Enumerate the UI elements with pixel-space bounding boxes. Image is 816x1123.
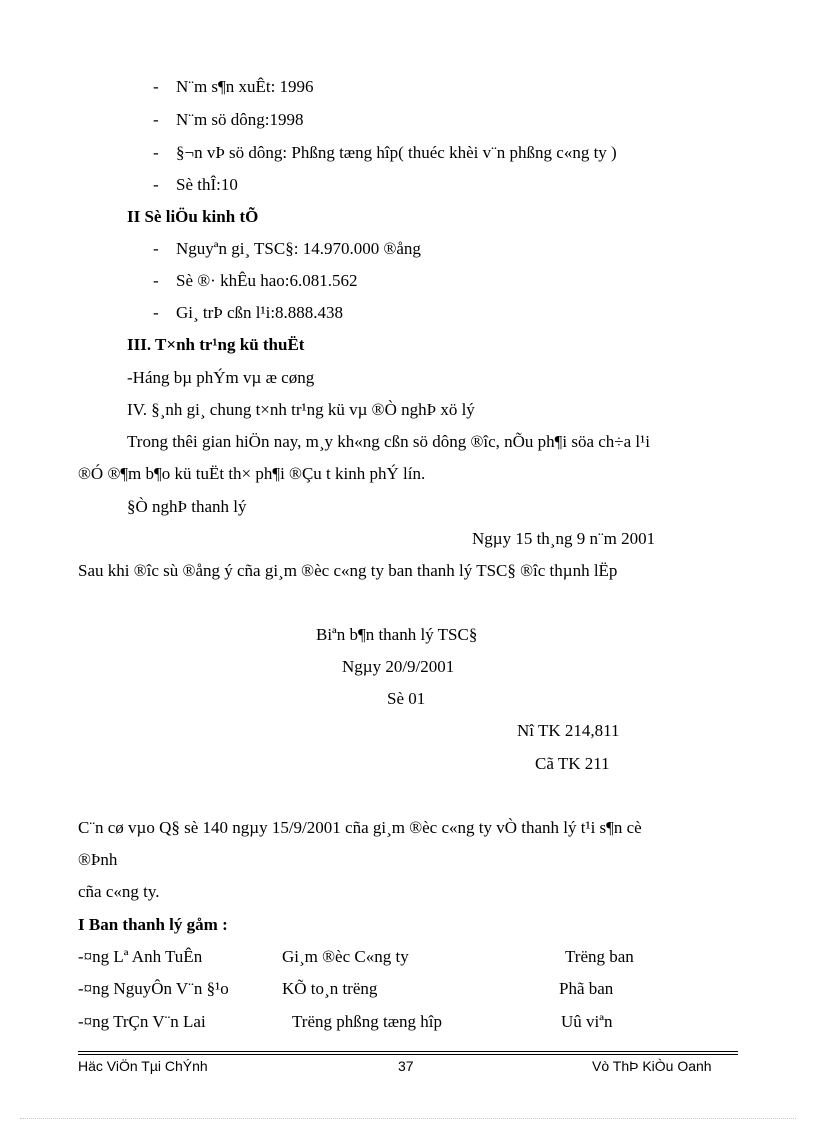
committee-member-position: Gi¸m ®èc C«ng ty bbox=[282, 947, 409, 966]
approval-line: Sau khi ®îc sù ®ång ý cña gi¸m ®èc c«ng ty ban thanh lý TSC§ ®îc thµnh lËp bbox=[78, 561, 618, 580]
minutes-date: Ngµy 20/9/2001 bbox=[342, 657, 455, 676]
bullet-dash: - bbox=[153, 110, 159, 129]
section-heading-economic-data: II Sè liÖu kinh tÕ bbox=[127, 207, 259, 226]
proposal-text: §Ò nghÞ thanh lý bbox=[127, 497, 247, 516]
page-bottom-border bbox=[20, 1118, 796, 1119]
committee-member-name: -¤ng TrÇn V¨n Lai bbox=[78, 1012, 206, 1031]
credit-account: Cã TK 211 bbox=[535, 754, 610, 773]
info-line-usage-year: N¨m sö dông:1998 bbox=[176, 110, 304, 129]
committee-member-position: KÕ to¸n trëng bbox=[282, 979, 378, 998]
debit-account: Nî TK 214,811 bbox=[517, 721, 620, 740]
info-line-user-unit: §¬n vÞ sö dông: Phßng tæng hîp( thuéc khèi v¨n phßng c«ng ty ) bbox=[176, 143, 617, 162]
info-line-card-number: Sè thÎ:10 bbox=[176, 175, 238, 194]
footer-divider bbox=[78, 1051, 738, 1052]
basis-line: cña c«ng ty. bbox=[78, 882, 160, 901]
econ-line-original-cost: Nguyªn gi¸ TSC§: 14.970.000 ®ång bbox=[176, 239, 421, 258]
bullet-dash: - bbox=[153, 77, 159, 96]
footer-author: Vò ThÞ KiÒu Oanh bbox=[592, 1058, 712, 1074]
section-heading-assessment: IV. §¸nh gi¸ chung t×nh tr¹ng kü vµ ®Ò nghÞ xö lý bbox=[127, 400, 475, 419]
econ-line-residual-value: Gi¸ trÞ cßn l¹i:8.888.438 bbox=[176, 303, 344, 322]
footer-page-number: 37 bbox=[398, 1058, 414, 1074]
paragraph-line: ®Ó ®¶m b¶o kü tuËt th× ph¶i ®Çu t kinh phÝ lín. bbox=[78, 464, 426, 483]
bullet-dash: - bbox=[153, 303, 159, 322]
minutes-title: Biªn b¶n thanh lý TSC§ bbox=[316, 625, 478, 644]
footer-divider bbox=[78, 1054, 738, 1055]
committee-member-position: Trëng phßng tæng hîp bbox=[292, 1012, 443, 1031]
bullet-dash: - bbox=[153, 175, 159, 194]
bullet-dash: - bbox=[153, 239, 159, 258]
minutes-number: Sè 01 bbox=[387, 689, 426, 708]
paragraph-line: Trong thêi gian hiÖn nay, m¸y kh«ng cßn sö dông ®îc, nÕu ph¶i söa ch÷a l¹i bbox=[127, 432, 650, 451]
committee-member-name: -¤ng Lª Anh TuÊn bbox=[78, 947, 203, 966]
info-line-production-year: N¨m s¶n xuÊt: 1996 bbox=[176, 77, 314, 96]
committee-member-role: Phã ban bbox=[559, 979, 614, 998]
committee-heading: I Ban thanh lý gåm : bbox=[78, 915, 228, 934]
section-heading-technical-status: III. T×nh tr¹ng kü thuËt bbox=[127, 335, 305, 354]
footer-institution: Häc ViÖn Tµi ChÝnh bbox=[78, 1058, 208, 1074]
basis-line: C¨n cø vµo Q§ sè 140 ngµy 15/9/2001 cña gi¸m ®èc c«ng ty vÒ thanh lý t¹i s¶n cè bbox=[78, 818, 642, 837]
bullet-dash: - bbox=[153, 143, 159, 162]
bullet-dash: - bbox=[153, 271, 159, 290]
committee-member-role: Uû viªn bbox=[561, 1012, 613, 1031]
econ-line-depreciation: Sè ®· khÊu hao:6.081.562 bbox=[176, 271, 358, 290]
technical-status-text: -Háng bµ phÝm vµ æ cøng bbox=[127, 368, 315, 387]
date-line: Ngµy 15 th¸ng 9 n¨m 2001 bbox=[472, 529, 656, 548]
committee-member-role: Trëng ban bbox=[565, 947, 634, 966]
basis-line: ®Þnh bbox=[78, 850, 118, 869]
committee-member-name: -¤ng NguyÔn V¨n §¹o bbox=[78, 979, 229, 998]
